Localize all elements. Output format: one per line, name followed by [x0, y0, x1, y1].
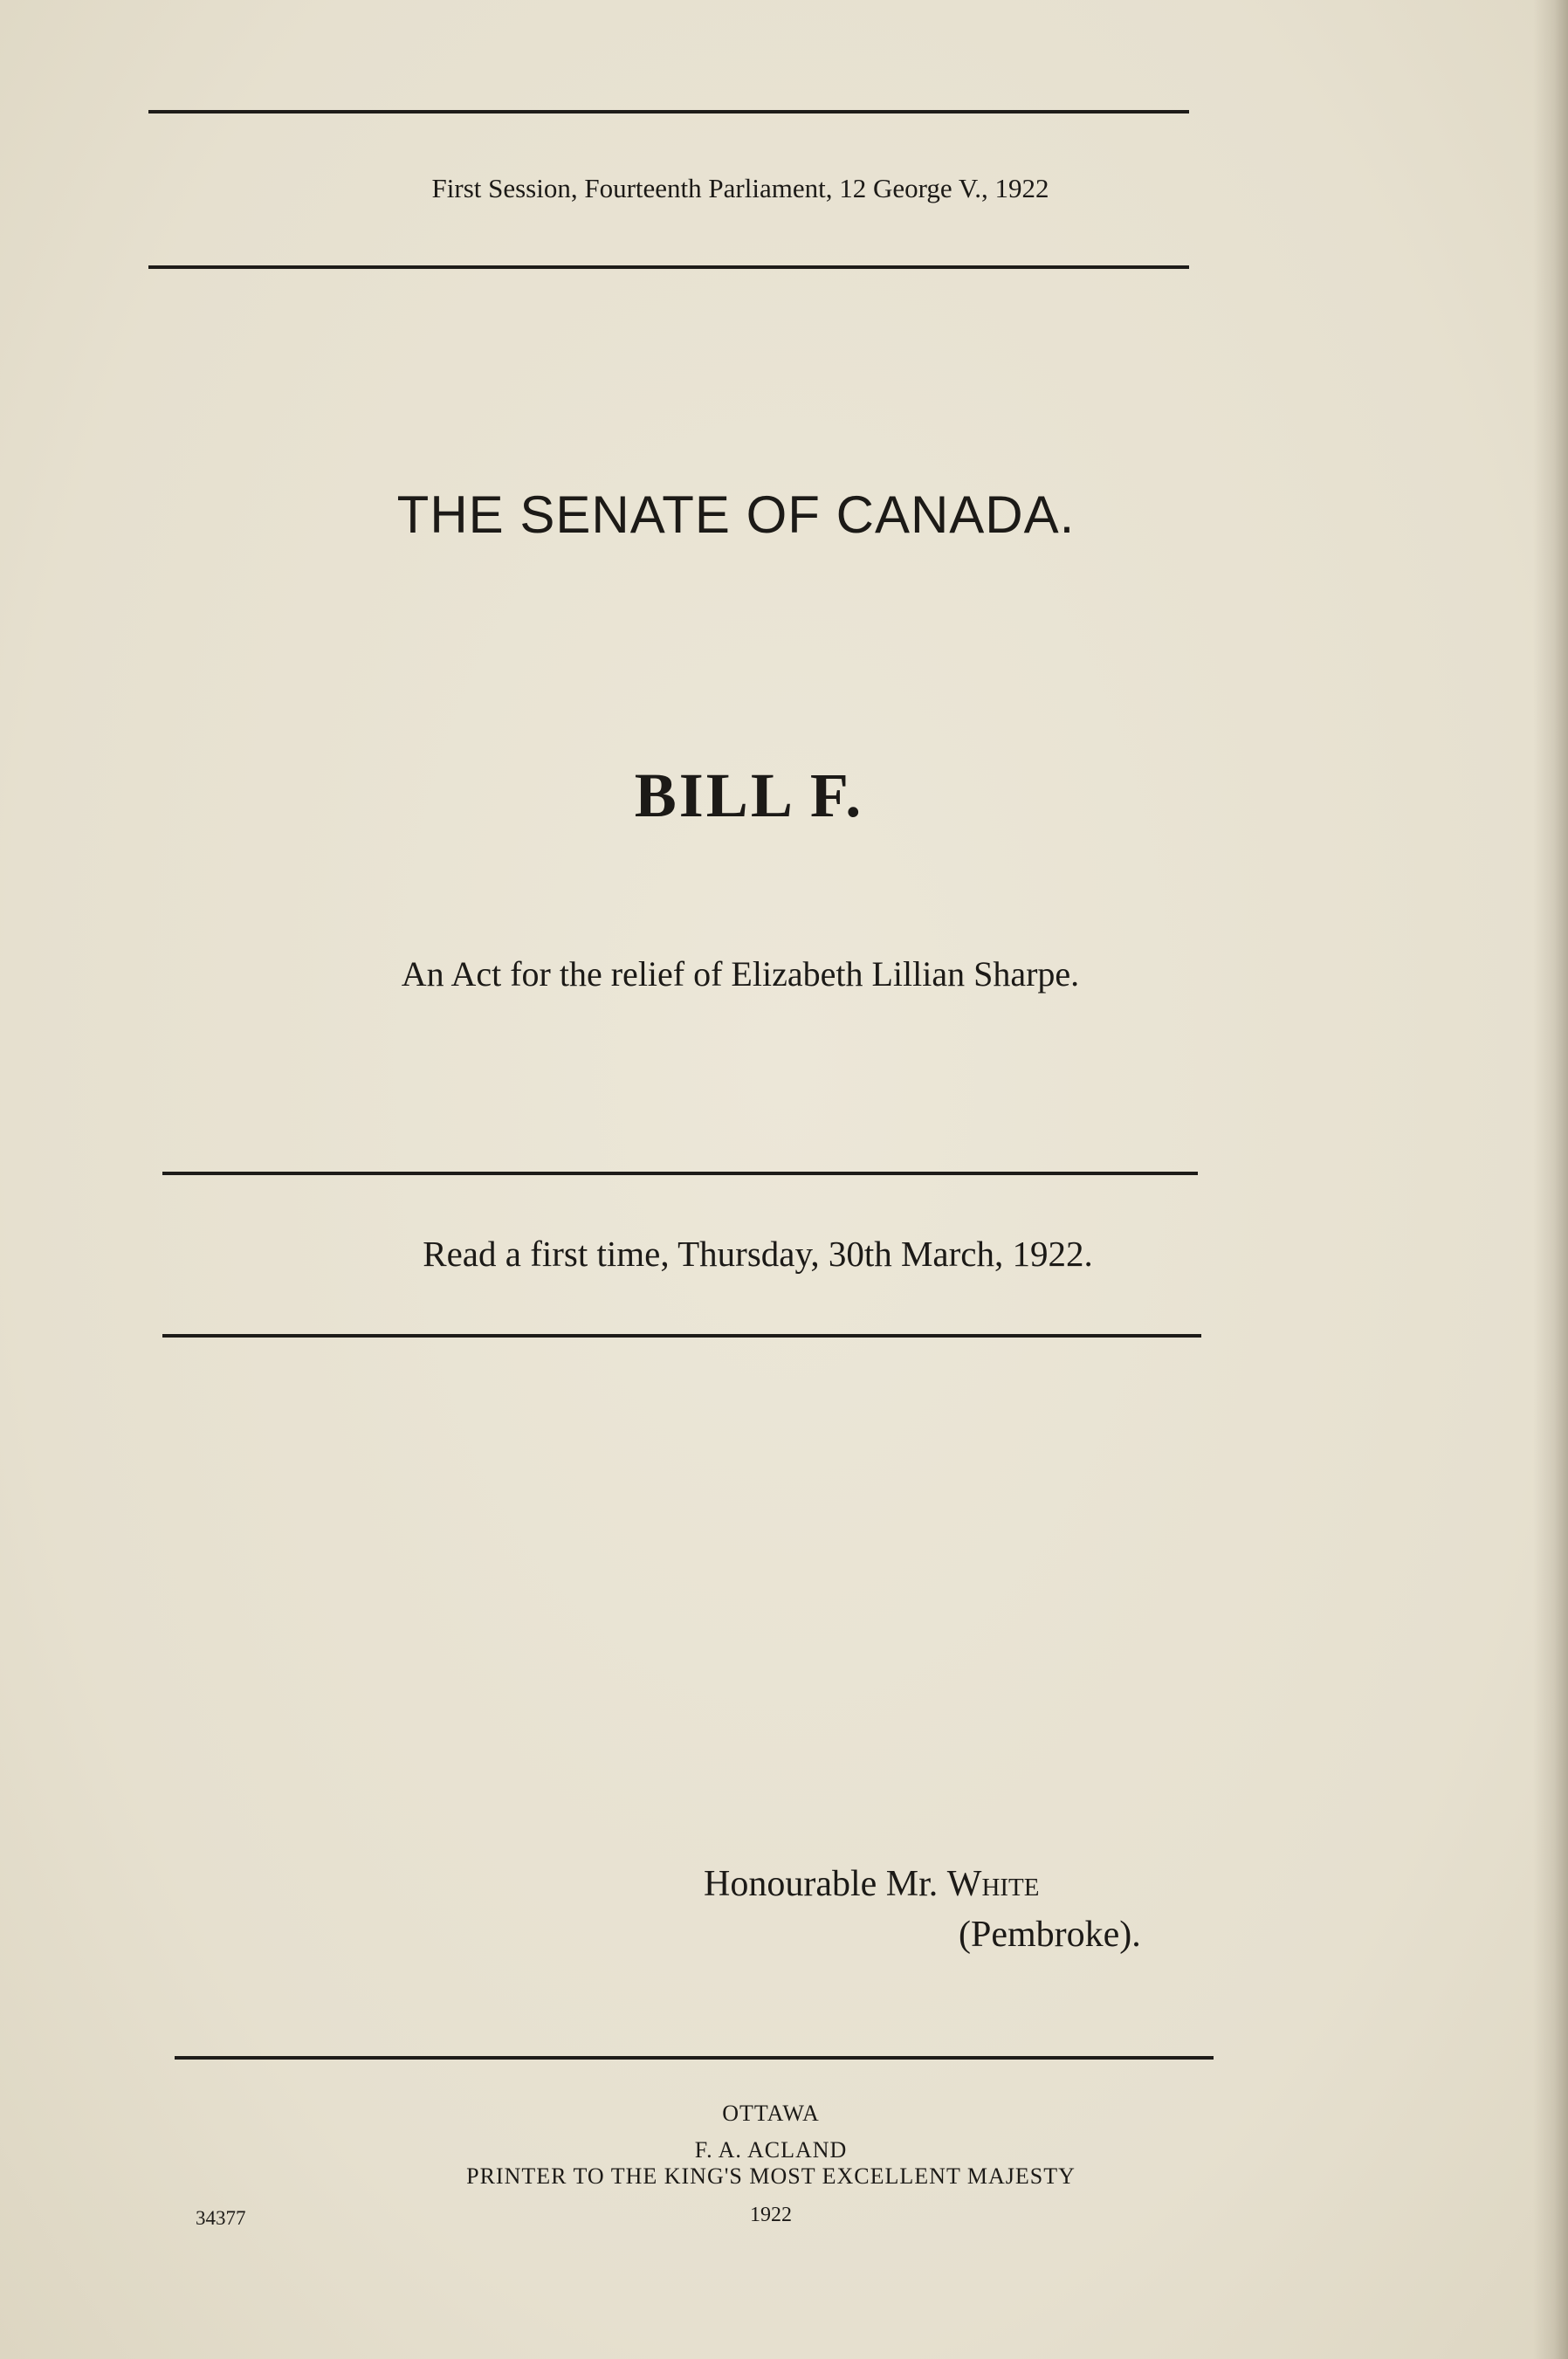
- sponsor-line: [704, 1863, 1039, 1905]
- imprint-printer: F. A. ACLAND: [694, 2137, 848, 2163]
- sponsor-riding: (Pembroke).: [959, 1915, 1141, 1955]
- spine-shadow: [1533, 0, 1568, 2359]
- sponsor-name: White: [946, 1864, 1040, 1904]
- senate-heading: THE SENATE OF CANADA.: [396, 485, 1076, 544]
- top-rule: [148, 110, 1189, 113]
- first-reading-line: Read a first time, Thursday, 30th March, 1922.: [423, 1234, 1093, 1274]
- act-title: An Act for the relief of Elizabeth Lillian Sharpe.: [401, 954, 1080, 994]
- imprint-rule: [175, 2056, 1214, 2060]
- session-underline-rule: [148, 265, 1189, 269]
- bill-title: BILL F.: [634, 760, 864, 830]
- imprint-city: OTTAWA: [722, 2101, 820, 2126]
- reading-top-rule: [162, 1172, 1198, 1175]
- imprint-printer-title: PRINTER TO THE KING'S MOST EXCELLENT MAJESTY: [466, 2163, 1076, 2189]
- imprint-year: 1922: [750, 2204, 792, 2226]
- sponsor-prefix: Honourable Mr.: [704, 1864, 947, 1904]
- session-line: First Session, Fourteenth Parliament, 12 George V., 1922: [431, 173, 1049, 203]
- document-number: 34377: [196, 2207, 246, 2229]
- reading-bottom-rule: [162, 1334, 1201, 1338]
